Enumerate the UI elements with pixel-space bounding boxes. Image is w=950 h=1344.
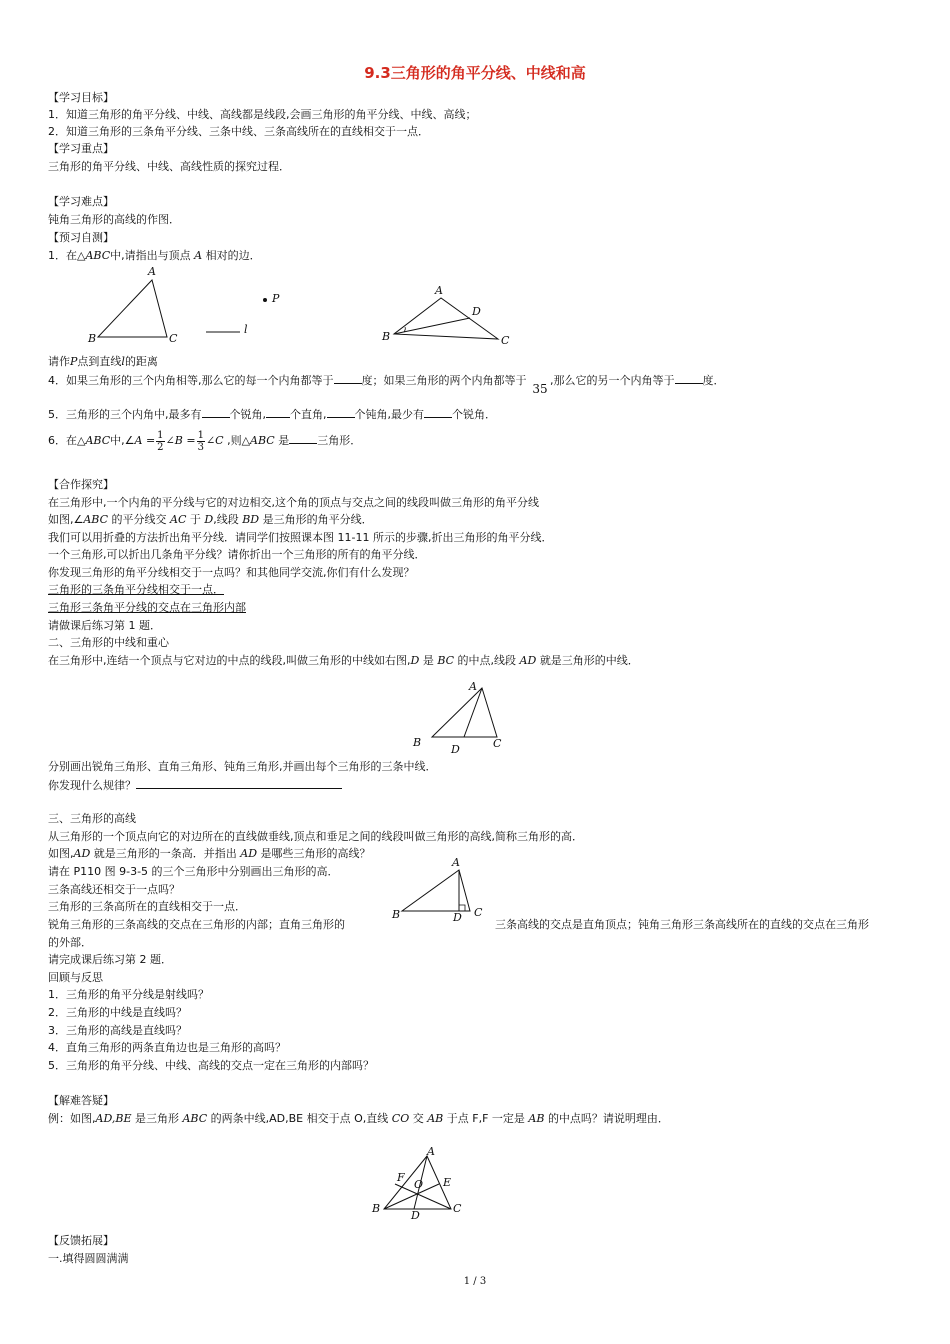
answer-blank[interactable]: [136, 777, 342, 789]
explore-line-7: 三角形三条角平分线的交点在三角形内部: [48, 601, 246, 614]
label-b: B: [372, 1202, 381, 1215]
question-5: 5．三角形的三个内角中,最多有 个锐角, 个直角, 个钝角,最少有 个锐角．: [48, 408, 496, 421]
label-a: A: [427, 1145, 435, 1158]
explore-line-11: 分别画出锐角三角形、直角三角形、钝角三角形,并画出每个三角形的三条中线．: [48, 760, 437, 773]
explore-line-8: 请做课后练习第 1 题．: [48, 619, 161, 632]
difficulty-text: 钝角三角形的高线的作图．: [48, 213, 180, 226]
bisector-triangle-figure: [378, 282, 518, 347]
altitude-line-5: 三角形的三条高所在的直线相交于一点．: [48, 900, 246, 913]
review-heading: 回顾与反思: [48, 971, 103, 984]
label-a: A: [148, 265, 156, 278]
answer-blank[interactable]: [334, 372, 362, 384]
page-title: 9.3三角形的角平分线、中线和高: [364, 64, 586, 82]
median-heading: 二、三角形的中线和重心: [48, 636, 169, 649]
focus-text: 三角形的角平分线、中线、高线性质的探究过程．: [48, 160, 290, 173]
explore-line-12: 你发现什么规律？: [48, 777, 342, 794]
review-item-1: 1．三角形的角平分线是射线吗？: [48, 988, 209, 1001]
review-item-2: 2．三角形的中线是直线吗？: [48, 1006, 187, 1019]
objective-1: 1．知道三角形的角平分线、中线、高线都是线段,会画三角形的角平分线、中线、高线；: [48, 108, 477, 121]
altitude-figure: [388, 852, 498, 927]
median-ad: [464, 688, 482, 737]
answer-blank[interactable]: [327, 406, 355, 418]
label-e: E: [443, 1176, 452, 1189]
label-f: F: [397, 1171, 405, 1184]
preview-heading: 【预习自测】: [48, 231, 114, 244]
altitude-line-4: 三条高线还相交于一点吗？: [48, 883, 180, 896]
review-item-4: 4．直角三角形的两条直角边也是三角形的高吗？: [48, 1041, 286, 1054]
label-d: D: [411, 1209, 420, 1222]
label-c2: C: [501, 334, 510, 347]
label-c: C: [493, 737, 502, 750]
fraction-half: $\frac{1}{2}$: [157, 429, 164, 453]
explore-line-1: 在三角形中,一个内角的平分线与它的对边相交,这个角的顶点与交点之间的线段叫做三角形的角平分线: [48, 496, 539, 509]
label-o: O: [414, 1178, 424, 1191]
answer-blank[interactable]: [202, 406, 230, 418]
answer-blank[interactable]: [424, 406, 452, 418]
label-b: B: [392, 908, 401, 921]
solve-heading: 【解难答疑】: [48, 1094, 114, 1107]
label-c: C: [453, 1202, 462, 1215]
label-d: D: [453, 911, 462, 924]
angle-35: 35: [532, 382, 548, 396]
altitude-line-7: 的外部．: [48, 936, 92, 949]
label-a2: A: [435, 284, 443, 297]
altitude-line-1: 从三角形的一个顶点向它的对边所在的直线做垂线,顶点和垂足之间的线段叫做三角形的高线,简称三角形的高．: [48, 830, 583, 843]
difficulty-heading: 【学习难点】: [48, 195, 114, 208]
question-4: 4．如果三角形的三个内角相等,那么它的每一个内角都等于 度；如果三角形的两个内角都等于 35,那么它的另一个内角等于 度．: [48, 374, 725, 396]
focus-heading: 【学习重点】: [48, 142, 114, 155]
explore-line-2: 如图,∠ABC 的平分线交 AC 于 D,线段 BD 是三角形的角平分线．: [48, 513, 373, 526]
explore-line-6: 三角形的三条角平分线相交于一点．: [48, 583, 224, 596]
explore-heading: 【合作探究】: [48, 478, 114, 491]
point-line-figure: [200, 288, 300, 343]
answer-blank[interactable]: [266, 406, 290, 418]
fraction-third: $\frac{1}{3}$: [197, 429, 204, 453]
label-b2: B: [382, 330, 391, 343]
median-figure: [405, 676, 515, 758]
objective-2: 2．知道三角形的三条角平分线、三条中线、三条高线所在的直线相交于一点．: [48, 125, 429, 138]
explore-line-5: 你发现三角形的角平分线相交于一点吗？和其他同学交流,你们有什么发现？: [48, 566, 415, 579]
altitude-line-2: 如图,AD 就是三角形的一条高．并指出 AD 是哪些三角形的高线？: [48, 847, 371, 860]
altitude-line-6a: 锐角三角形的三条高线的交点在三角形的内部；直角三角形的: [48, 918, 345, 931]
label-d: D: [451, 743, 460, 756]
triangle-abc-bisector: [394, 298, 498, 339]
question-6: 6．在△ABC中,∠A = $\frac{1}{2}$ ∠B = $\frac{1}{3}$ ∠C ,则△ABC 是 三角形．: [48, 429, 362, 453]
feedback-heading: 【反馈拓展】: [48, 1234, 114, 1247]
explore-line-3: 我们可以用折叠的方法折出角平分线．请同学们按照课本图 11-11 所示的步骤,折出三角形的角平分线．: [48, 531, 553, 544]
altitude-line-6b: 三条高线的交点是直角顶点；钝角三角形三条高线所在的直线的交点在三角形: [495, 918, 869, 931]
triangle-median: [432, 688, 497, 737]
altitude-line-8: 请完成课后练习第 2 题．: [48, 953, 172, 966]
altitude-line-3: 请在 P110 图 9-3-5 的三个三角形中分别画出三角形的高．: [48, 865, 339, 878]
altitude-heading: 三、三角形的高线: [48, 812, 136, 825]
median-definition: 在三角形中,连结一个顶点与它对边的中点的线段,叫做三角形的中线如右图,D 是 BC 的中点,线段 AD 就是三角形的中线．: [48, 654, 639, 667]
solve-example: 例：如图,AD,BE 是三角形 ABC 的两条中线,AD,BE 相交于点 O,直线 CO 交 AB 于点 F,F 一定是 AB 的中点吗？请说明理由．: [48, 1112, 669, 1125]
median-be: [384, 1184, 439, 1209]
label-b: B: [88, 332, 97, 345]
label-a: A: [469, 680, 477, 693]
objectives-heading: 【学习目标】: [48, 91, 114, 104]
label-b: B: [413, 736, 422, 749]
distance-instruction: 请作P点到直线l的距离: [48, 355, 158, 368]
review-item-5: 5．三角形的角平分线、中线、高线的交点一定在三角形的内部吗？: [48, 1059, 374, 1072]
review-item-3: 3．三角形的高线是直线吗？: [48, 1024, 187, 1037]
label-d2: D: [472, 305, 481, 318]
bisector-bd: [394, 318, 470, 334]
label-c: C: [474, 906, 483, 919]
medians-figure: [368, 1140, 478, 1225]
explore-line-4: 一个三角形,可以折出几条角平分线？请你折出一个三角形的所有的角平分线．: [48, 548, 426, 561]
answer-blank[interactable]: [675, 372, 703, 384]
label-a: A: [452, 856, 460, 869]
label-p: P: [272, 292, 280, 305]
triangle-abc-figure: [85, 262, 195, 347]
answer-blank[interactable]: [289, 432, 317, 444]
point-p: [263, 298, 267, 302]
feedback-line-1: 一.填得圆圆满满: [48, 1252, 129, 1265]
triangle-abc: [98, 280, 167, 337]
page-number: 1 / 3: [463, 1276, 487, 1287]
label-c: C: [169, 332, 178, 345]
question-1: 1．在△ABC中,请指出与顶点 A 相对的边．: [48, 249, 261, 262]
label-l: l: [244, 323, 248, 336]
